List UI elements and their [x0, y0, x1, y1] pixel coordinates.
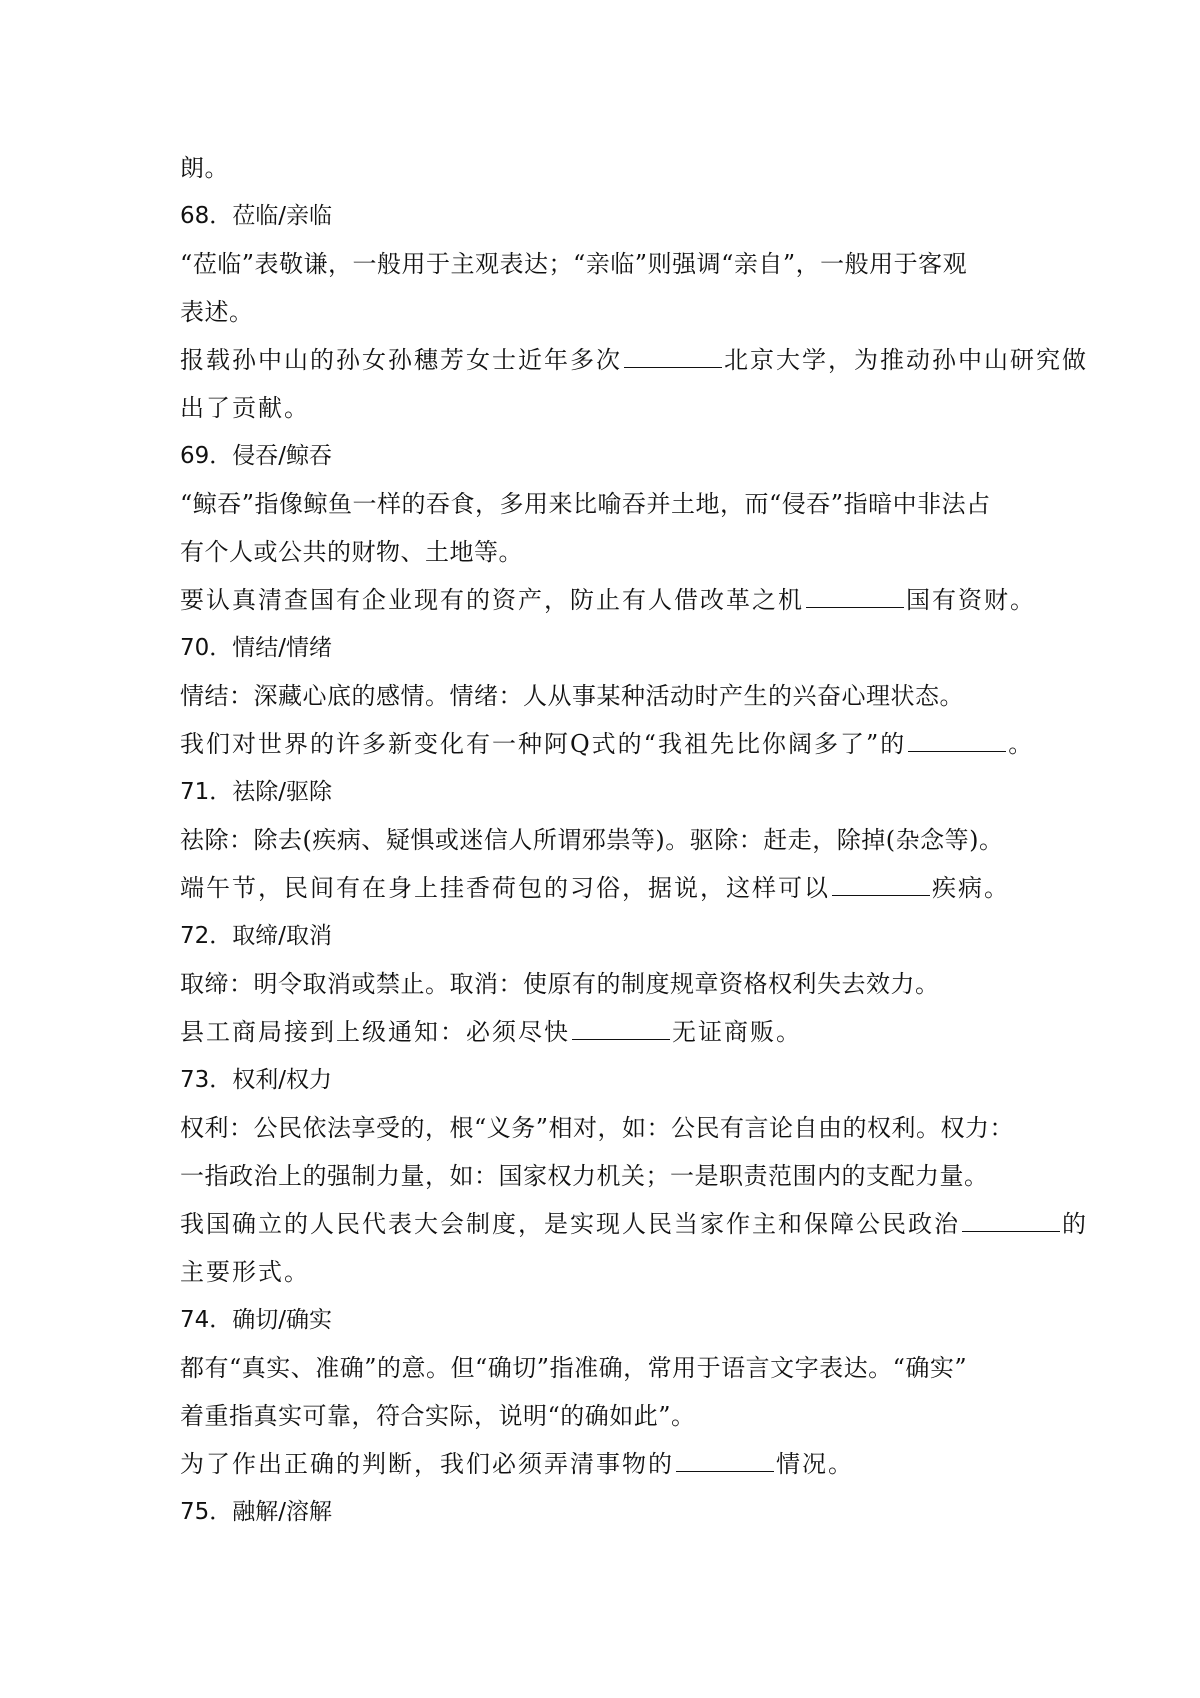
example-text-before: 我们对世界的许多新变化有一种阿Q式的“我祖先比你阔多了”的 [180, 730, 907, 758]
entry-heading: 71．祛除/驱除 [180, 779, 333, 805]
example-text-before: 端午节，民间有在身上挂香荷包的习俗，据说，这样可以 [180, 874, 830, 902]
fill-blank [962, 1205, 1060, 1232]
example-sentence [180, 864, 1040, 912]
explanation-line: 有个人或公共的财物、土地等。 [180, 538, 523, 566]
example-text-after: 北京大学，为推动孙中山研究做 [724, 346, 1088, 374]
example-sentence [180, 720, 1040, 768]
example-text-before: 县工商局接到上级通知：必须尽快 [180, 1018, 570, 1046]
fill-blank [806, 581, 904, 608]
explanation-line: 都有“真实、准确”的意。但“确切”指准确，常用于语言文字表达。“确实” [180, 1354, 968, 1382]
entry-heading: 72．取缔/取消 [180, 923, 333, 949]
explanation-line: 表述。 [180, 298, 254, 326]
fill-blank [624, 341, 722, 368]
example-continuation: 出了贡献。 [180, 394, 310, 422]
document-page [180, 144, 1088, 1536]
fill-blank [832, 869, 930, 896]
explanation-line: “莅临”表敬谦，一般用于主观表达；“亲临”则强调“亲自”，一般用于客观 [180, 250, 968, 278]
entry-heading: 75．融解/溶解 [180, 1499, 333, 1525]
example-text-after: 疾病。 [932, 874, 1010, 902]
fill-blank [572, 1013, 670, 1040]
example-text-after: 无证商贩。 [672, 1018, 802, 1046]
explanation-line: 祛除：除去(疾病、疑惧或迷信人所谓邪祟等)。驱除：赶走，除掉(杂念等)。 [180, 826, 1004, 854]
example-sentence [180, 1008, 1040, 1056]
explanation-line: 取缔：明令取消或禁止。取消：使原有的制度规章资格权利失去效力。 [180, 970, 940, 998]
explanation-line: 权利：公民依法享受的，根“义务”相对，如：公民有言论自由的权利。权力： [180, 1114, 1015, 1142]
explanation-line: 一指政治上的强制力量，如：国家权力机关；一是职责范围内的支配力量。 [180, 1162, 989, 1190]
explanation-line: 着重指真实可靠，符合实际，说明“的确如此”。 [180, 1402, 696, 1430]
entry-heading: 73．权利/权力 [180, 1067, 333, 1093]
example-text-before: 报载孙中山的孙女孙穗芳女士近年多次 [180, 346, 622, 374]
example-text-after: 情况。 [776, 1450, 854, 1478]
intro-tail-text: 朗。 [180, 154, 229, 182]
entry-heading: 70．情结/情绪 [180, 635, 333, 661]
example-text-before: 我国确立的人民代表大会制度，是实现人民当家作主和保障公民政治 [180, 1210, 960, 1238]
example-sentence [180, 1200, 1088, 1248]
entry-heading: 74．确切/确实 [180, 1307, 333, 1333]
explanation-line: “鲸吞”指像鲸鱼一样的吞食，多用来比喻吞并土地，而“侵吞”指暗中非法占 [180, 490, 991, 518]
example-text-after: 的 [1062, 1210, 1088, 1238]
example-text-after: 国有资财。 [906, 586, 1036, 614]
entry-heading: 68．莅临/亲临 [180, 203, 333, 229]
fill-blank [676, 1445, 774, 1472]
fill-blank [908, 725, 1006, 752]
example-sentence [180, 1440, 1040, 1488]
example-sentence [180, 576, 1040, 624]
example-continuation: 主要形式。 [180, 1258, 310, 1286]
explanation-line: 情结：深藏心底的感情。情绪：人从事某种活动时产生的兴奋心理状态。 [180, 682, 964, 710]
example-text-after: 。 [1008, 730, 1035, 758]
example-text-before: 要认真清查国有企业现有的资产，防止有人借改革之机 [180, 586, 804, 614]
entry-heading: 69．侵吞/鲸吞 [180, 443, 333, 469]
example-text-before: 为了作出正确的判断，我们必须弄清事物的 [180, 1450, 674, 1478]
example-sentence [180, 336, 1088, 384]
